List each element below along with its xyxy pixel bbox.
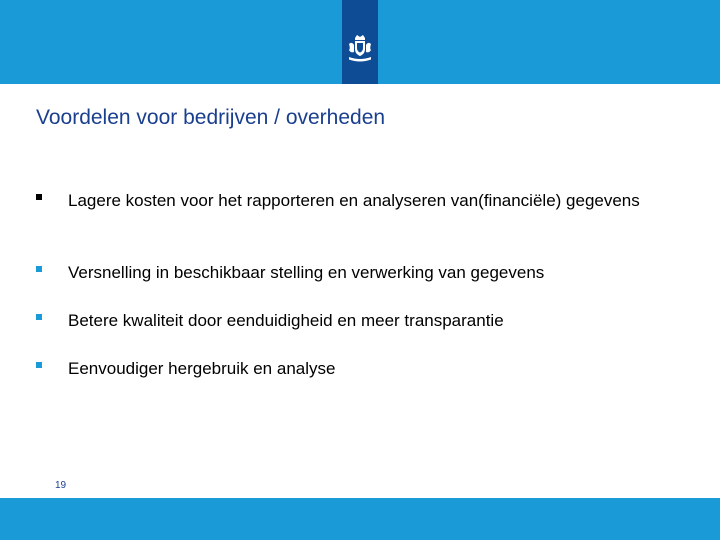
coat-of-arms-icon — [346, 32, 374, 64]
bullet-text: Betere kwaliteit door eenduidigheid en meer transparantie — [68, 311, 504, 330]
bullet-text: Eenvoudiger hergebruik en analyse — [68, 359, 336, 378]
page-number: 19 — [55, 480, 67, 491]
bullet-text: Lagere kosten voor het rapporteren en analyseren van(financiële) gegevens — [68, 191, 640, 210]
header-band — [0, 0, 720, 84]
slide-title: Voordelen voor bedrijven / overheden — [36, 106, 386, 129]
bullet-marker — [36, 314, 42, 320]
footer-band — [0, 498, 720, 540]
bullet-marker — [36, 362, 42, 368]
bullet-marker — [36, 194, 42, 200]
bullet-marker — [36, 266, 42, 272]
bullet-text: Versnelling in beschikbaar stelling en verwerking van gegevens — [68, 263, 545, 282]
logo-strip — [342, 0, 378, 84]
